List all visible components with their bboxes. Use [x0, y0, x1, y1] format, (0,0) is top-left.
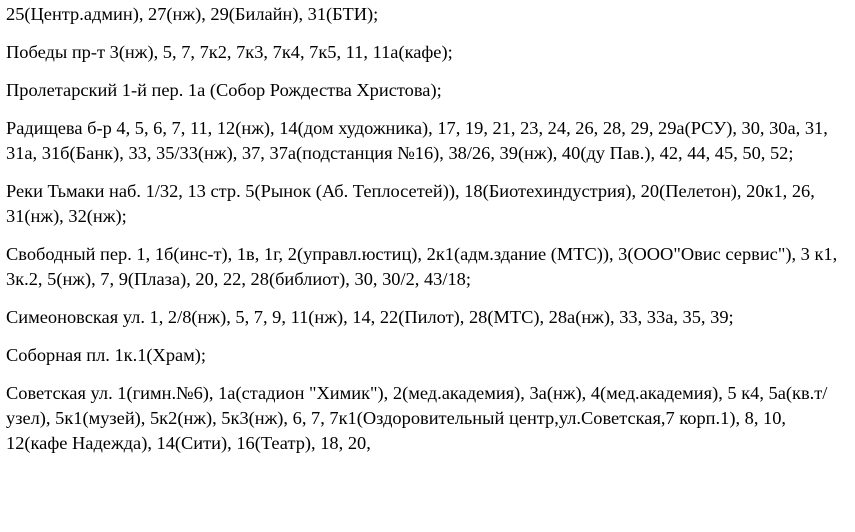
address-paragraph-sobornaya: Соборная пл. 1к.1(Храм); — [6, 345, 207, 365]
address-paragraph-radishcheva: Радищева б-р 4, 5, 6, 7, 11, 12(нж), 14(дом художника), 17, 19, 21, 23, 24, 26, 28, 29, 29а(РСУ), 30, 30а, 31, 31а, 31б(Банк), 33, 35/33(нж), 37, 37а(подстанция №16), 38/26, 39(нж), 40(ду Пав.), 42, 44, 45, 50, 52; — [6, 118, 828, 163]
address-paragraph-proletarsky: Пролетарский 1-й пер. 1а (Собор Рождества Христова); — [6, 80, 442, 100]
address-paragraph-pobedy: Победы пр-т 3(нж), 5, 7, 7к2, 7к3, 7к4, 7к5, 11, 11а(кафе); — [6, 42, 453, 62]
address-paragraph-sovetskaya: Советская ул. 1(гимн.№6), 1а(стадион "Химик"), 2(мед.академия), 3а(нж), 4(мед.академия), 5 к4, 5а(кв.т/узел), 5к1(музей), 5к2(нж), 5к3(нж), 6, 7, 7к1(Оздоровительный центр,ул.Советская,7 корп.1), 8, 10, 12(кафе Надежда), 14(Сити), 16(Театр), 18, 20, — [6, 383, 828, 453]
address-paragraph-svobodny: Свободный пер. 1, 1б(инс-т), 1в, 1г, 2(управл.юстиц), 2к1(адм.здание (МТС)), 3(ООО"Овис сервис"), 3 к1, 3к.2, 5(нж), 7, 9(Плаза), 20, 22, 28(библиот), 30, 30/2, 43/18; — [6, 244, 838, 289]
address-paragraph-tmaki: Реки Тьмаки наб. 1/32, 13 стр. 5(Рынок (Аб. Теплосетей)), 18(Биотехиндустрия), 20(Пелетон), 20к1, 26, 31(нж), 32(нж); — [6, 181, 815, 226]
document-body — [6, 2, 852, 469]
address-paragraph-continuation: 25(Центр.админ), 27(нж), 29(Билайн), 31(БТИ); — [6, 4, 379, 24]
address-paragraph-simeonovskaya: Симеоновская ул. 1, 2/8(нж), 5, 7, 9, 11(нж), 14, 22(Пилот), 28(МТС), 28а(нж), 33, 33а, 35, 39; — [6, 307, 734, 327]
